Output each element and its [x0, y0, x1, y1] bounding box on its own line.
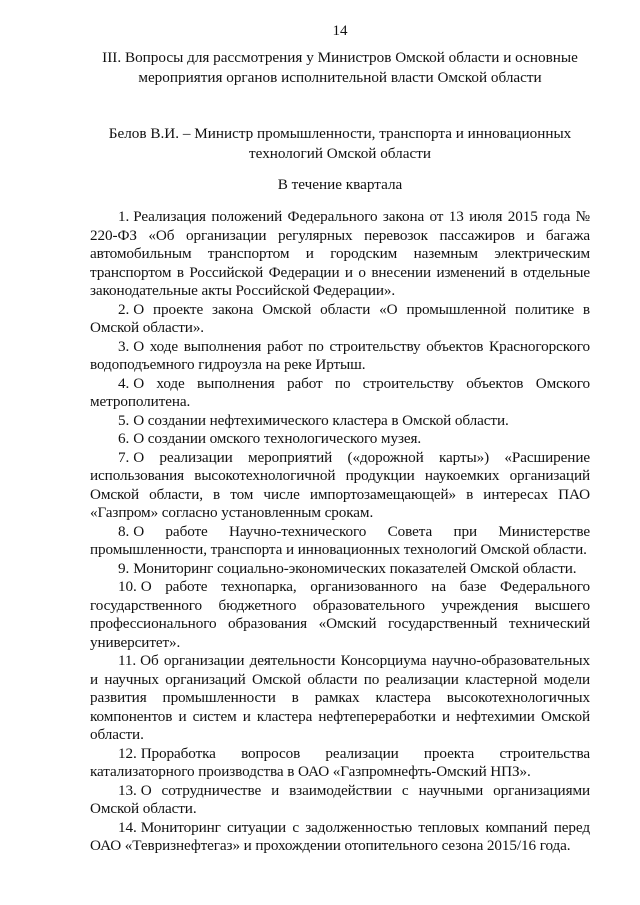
item-text: О проекте закона Омской области «О промышленной политике в Омской области». [90, 300, 590, 336]
page-number: 14 [332, 23, 348, 39]
list-item [90, 523, 590, 560]
item-text: Мониторинг ситуации с задолженностью тепловых компаний перед ОАО «Тевризнефтегаз» и прохождении отопительного сезона 2015/16 года. [90, 818, 590, 854]
item-text: Мониторинг социально-экономических показателей Омской области. [133, 559, 577, 577]
item-text: О сотрудничестве и взаимодействии с научными организациями Омской области. [90, 781, 590, 817]
item-number: 14. [118, 818, 137, 836]
item-text: Реализация положений Федерального закона от 13 июля 2015 года № 220-ФЗ «Об организации регулярных перевозок пассажиров и багажа автомобильным транспортом и городским наземным электрическим транспортом в Российской Федерации и о внесении изменений в отдельные законодательные акты Российской Федерации». [90, 208, 590, 299]
item-number: 10. [118, 578, 137, 595]
item-text: О создании нефтехимического кластера в Омской области. [133, 411, 509, 429]
list-item [90, 578, 590, 652]
item-text: О создании омского технологического музея. [133, 430, 422, 447]
list-item [90, 208, 590, 301]
item-text: Проработка вопросов реализации проекта строительства катализаторного производства в ОАО «Газпромнефть-Омский НПЗ». [90, 744, 590, 780]
list-item [90, 652, 590, 745]
item-number: 7. [118, 448, 130, 466]
list-item [90, 560, 590, 579]
item-text: Об организации деятельности Консорциума научно-образовательных и научных организаций Омской области по реализации кластерной модели развития промышленности в рамках кластера высокотехнологичных компонентов и систем и кластера нефтепереработки и нефтехимии Омской области. [90, 652, 590, 743]
minister-heading: Белов В.И. – Министр промышленности, транспорта и инновационных технологий Омской области [108, 125, 572, 162]
list-item [90, 449, 590, 523]
section-heading: III. Вопросы для рассмотрения у Министров Омской области и основные мероприятия органов исполнительной власти Омской области [102, 49, 578, 86]
item-number: 12. [118, 744, 137, 762]
list-item [90, 338, 590, 375]
item-number: 8. [118, 522, 130, 540]
list-item [90, 375, 590, 412]
list-item [90, 819, 590, 856]
item-number: 1. [118, 208, 130, 225]
item-number: 5. [118, 411, 130, 429]
item-text: О реализации мероприятий («дорожной карты») «Расширение использования высокотехнологичной продукции наукоемких организаций Омской области, в том числе импортозамещающей» в интересах ПАО «Газпром» согласно установленным срокам. [90, 448, 590, 521]
item-number: 2. [118, 300, 130, 318]
item-number: 4. [118, 374, 130, 392]
period-heading: В течение квартала [277, 176, 403, 193]
list-item [90, 430, 590, 449]
item-number: 13. [118, 781, 137, 799]
list-item [90, 745, 590, 782]
list-item [90, 412, 590, 431]
list-item [90, 301, 590, 338]
item-number: 3. [118, 337, 130, 355]
measures-list [90, 208, 590, 856]
item-number: 9. [118, 559, 130, 577]
item-text: О работе Научно-технического Совета при Министерстве промышленности, транспорта и инновационных технологий Омской области. [90, 522, 590, 558]
item-text: О ходе выполнения работ по строительству объектов Красногорского водоподъемного гидроузла на реке Иртыш. [90, 337, 590, 373]
item-number: 6. [118, 430, 130, 447]
item-text: О ходе выполнения работ по строительству объектов Омского метрополитена. [90, 374, 590, 410]
item-text: О работе технопарка, организованного на базе Федерального государственного бюджетного образовательного учреждения высшего профессионального образования «Омский государственный технический университет». [90, 578, 590, 651]
list-item [90, 782, 590, 819]
item-number: 11. [118, 652, 137, 669]
